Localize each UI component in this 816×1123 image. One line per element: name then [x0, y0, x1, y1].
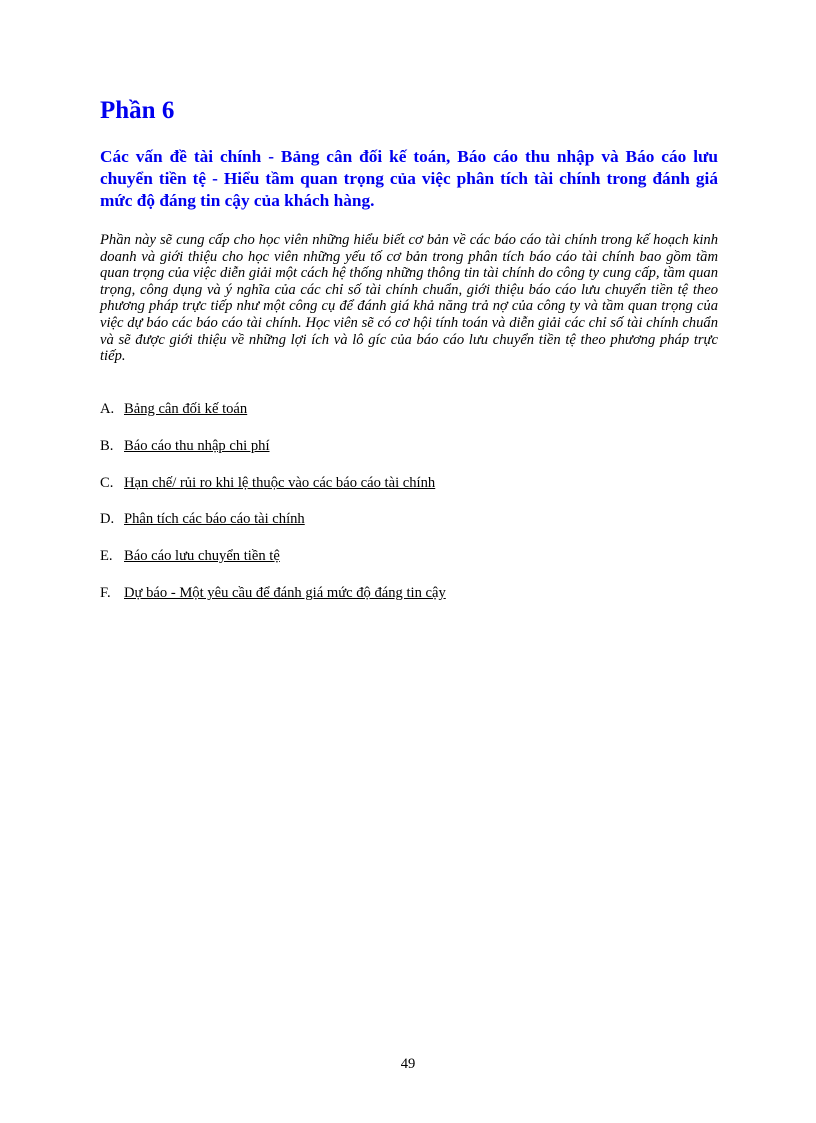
toc-item-b — [100, 435, 446, 472]
toc-letter: E. — [100, 548, 113, 565]
toc-link-e[interactable]: Báo cáo lưu chuyển tiền tệ — [124, 548, 280, 565]
toc-link-c[interactable]: Hạn chế/ rủi ro khi lệ thuộc vào các báo cáo tài chính — [124, 474, 436, 491]
toc-item-a — [100, 398, 446, 435]
toc-item-f — [100, 582, 446, 619]
toc-letter: F. — [100, 584, 111, 601]
table-of-contents — [100, 398, 446, 619]
toc-letter: B. — [100, 437, 114, 454]
toc-link-d[interactable]: Phân tích các báo cáo tài chính — [124, 511, 305, 528]
toc-link-b[interactable]: Báo cáo thu nhập chi phí — [124, 437, 270, 454]
section-subtitle: Các vấn đề tài chính - Bảng cân đối kế toán, Báo cáo thu nhập và Báo cáo lưu chuyển tiền tệ - Hiểu tầm quan trọng của việc phân tích tài chính trong đánh giá mức độ đáng tin cậy của khách hàng. — [100, 147, 718, 210]
toc-item-c — [100, 472, 446, 509]
toc-letter: D. — [100, 511, 115, 528]
toc-link-a[interactable]: Bảng cân đối kế toán — [124, 401, 248, 417]
toc-letter: C. — [100, 474, 114, 491]
toc-letter: A. — [100, 401, 115, 417]
part-title: Phần 6 — [100, 97, 175, 124]
toc-item-d — [100, 508, 446, 545]
toc-link-f[interactable]: Dự báo - Một yêu cầu để đánh giá mức độ đáng tin cậy — [124, 584, 446, 601]
intro-paragraph: Phần này sẽ cung cấp cho học viên những hiểu biết cơ bản về các báo cáo tài chính trong kế hoạch kinh doanh và giới thiệu cho học viên những yếu tố cơ bản trong phân tích báo cáo tài chính bao gồm tầm quan trọng của việc diễn giải một cách hệ thống những thông tin tài chính do công ty cung cấp, tầm quan trọng, công dụng và ý nghĩa của các chỉ số tài chính chuẩn, giới thiệu báo cáo lưu chuyển tiền tệ theo phương pháp trực tiếp như một công cụ để đánh giá khả năng trả nợ của công ty và tầm quan trọng của việc dự báo các báo cáo tài chính. Học viên sẽ có cơ hội tính toán và diễn giải các chỉ số tài chính chuẩn và sẽ được giới thiệu về những lợi ích và lô gíc của báo cáo lưu chuyển tiền tệ theo phương pháp trực tiếp. — [100, 232, 718, 365]
toc-item-e — [100, 545, 446, 582]
page-number: 49 — [400, 1056, 416, 1072]
